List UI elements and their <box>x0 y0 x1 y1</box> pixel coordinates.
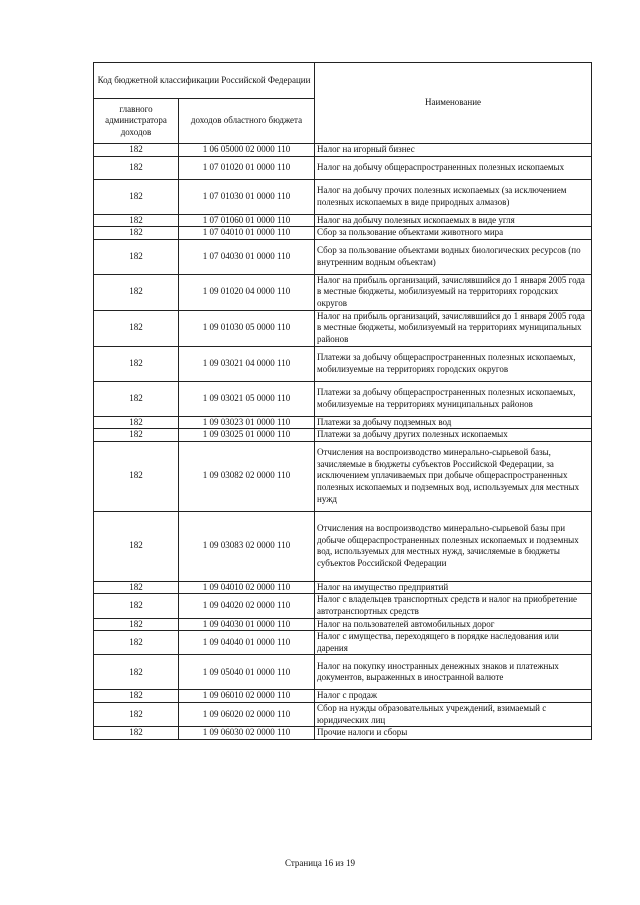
table-row <box>94 511 592 581</box>
budget-classification-table <box>93 62 592 740</box>
table-row <box>94 214 592 227</box>
name-cell: Налог на добычу прочих полезных ископаемых (за исключением полезных ископаемых в виде природных алмазов) <box>315 179 592 214</box>
income-code-cell: 1 09 06030 02 0000 110 <box>179 727 315 740</box>
header-name: Наименование <box>315 63 592 144</box>
income-code-cell: 1 07 04010 01 0000 110 <box>179 227 315 240</box>
income-code-cell: 1 09 06010 02 0000 110 <box>179 690 315 703</box>
name-cell: Прочие налоги и сборы <box>315 727 592 740</box>
table-row <box>94 346 592 381</box>
name-cell: Налог на прибыль организаций, зачислявшийся до 1 января 2005 года в местные бюджеты, мобилизуемый на территориях городских округов <box>315 274 592 310</box>
page-footer: Страница 16 из 19 <box>285 858 355 868</box>
income-code-cell: 1 09 03021 05 0000 110 <box>179 381 315 416</box>
table-row <box>94 631 592 655</box>
table-row <box>94 156 592 179</box>
admin-code-cell: 182 <box>94 179 179 214</box>
name-cell: Налог на имущество предприятий <box>315 581 592 594</box>
income-code-cell: 1 09 04030 01 0000 110 <box>179 618 315 631</box>
admin-code-cell: 182 <box>94 690 179 703</box>
name-cell: Налог на пользователей автомобильных дорог <box>315 618 592 631</box>
table-row <box>94 381 592 416</box>
admin-code-cell: 182 <box>94 274 179 310</box>
table-row <box>94 429 592 442</box>
table-row <box>94 618 592 631</box>
table-row <box>94 144 592 157</box>
name-cell: Налог с владельцев транспортных средств и налог на приобретение автотранспортных средств <box>315 594 592 618</box>
name-cell: Платежи за добычу подземных вод <box>315 416 592 429</box>
income-code-cell: 1 09 03082 02 0000 110 <box>179 441 315 511</box>
admin-code-cell: 182 <box>94 156 179 179</box>
table-row <box>94 702 592 726</box>
header-income: доходов областного бюджета <box>179 99 315 144</box>
income-code-cell: 1 06 05000 02 0000 110 <box>179 144 315 157</box>
admin-code-cell: 182 <box>94 227 179 240</box>
table-row <box>94 239 592 274</box>
name-cell: Платежи за добычу других полезных ископаемых <box>315 429 592 442</box>
income-code-cell: 1 07 04030 01 0000 110 <box>179 239 315 274</box>
income-code-cell: 1 09 03023 01 0000 110 <box>179 416 315 429</box>
admin-code-cell: 182 <box>94 594 179 618</box>
name-cell: Налог на игорный бизнес <box>315 144 592 157</box>
income-code-cell: 1 09 03021 04 0000 110 <box>179 346 315 381</box>
name-cell: Налог на добычу общераспространенных полезных ископаемых <box>315 156 592 179</box>
income-code-cell: 1 07 01020 01 0000 110 <box>179 156 315 179</box>
name-cell: Сбор за пользование объектами животного мира <box>315 227 592 240</box>
income-code-cell: 1 07 01060 01 0000 110 <box>179 214 315 227</box>
admin-code-cell: 182 <box>94 702 179 726</box>
name-cell: Налог на добычу полезных ископаемых в виде угля <box>315 214 592 227</box>
name-cell: Отчисления на воспроизводство минерально-сырьевой базы, зачисляемые в бюджеты субъектов Российской Федерации, за исключением уплачиваемых при добыче общераспространенных полезных ископаемых и подземных вод, используемых для местных нужд <box>315 441 592 511</box>
admin-code-cell: 182 <box>94 416 179 429</box>
admin-code-cell: 182 <box>94 618 179 631</box>
admin-code-cell: 182 <box>94 581 179 594</box>
income-code-cell: 1 09 03083 02 0000 110 <box>179 511 315 581</box>
header-admin: главного администратора доходов <box>94 99 179 144</box>
income-code-cell: 1 09 03025 01 0000 110 <box>179 429 315 442</box>
name-cell: Налог с продаж <box>315 690 592 703</box>
income-code-cell: 1 09 04010 02 0000 110 <box>179 581 315 594</box>
admin-code-cell: 182 <box>94 429 179 442</box>
admin-code-cell: 182 <box>94 214 179 227</box>
table-row <box>94 227 592 240</box>
name-cell: Налог с имущества, переходящего в порядке наследования или дарения <box>315 631 592 655</box>
income-code-cell: 1 09 01020 04 0000 110 <box>179 274 315 310</box>
admin-code-cell: 182 <box>94 310 179 346</box>
name-cell: Налог на покупку иностранных денежных знаков и платежных документов, выраженных в иностранной валюте <box>315 655 592 690</box>
admin-code-cell: 182 <box>94 727 179 740</box>
table-row <box>94 690 592 703</box>
income-code-cell: 1 09 04020 02 0000 110 <box>179 594 315 618</box>
table-row <box>94 179 592 214</box>
table-row <box>94 594 592 618</box>
table-row <box>94 581 592 594</box>
table-row <box>94 310 592 346</box>
admin-code-cell: 182 <box>94 441 179 511</box>
income-code-cell: 1 09 01030 05 0000 110 <box>179 310 315 346</box>
income-code-cell: 1 09 04040 01 0000 110 <box>179 631 315 655</box>
admin-code-cell: 182 <box>94 381 179 416</box>
income-code-cell: 1 07 01030 01 0000 110 <box>179 179 315 214</box>
admin-code-cell: 182 <box>94 239 179 274</box>
admin-code-cell: 182 <box>94 346 179 381</box>
name-cell: Отчисления на воспроизводство минерально-сырьевой базы при добыче общераспространенных полезных ископаемых и подземных вод, используемых для местных нужд, зачисляемые в бюджеты субъектов Российской Федерации <box>315 511 592 581</box>
table-row <box>94 274 592 310</box>
name-cell: Платежи за добычу общераспространенных полезных ископаемых, мобилизуемые на территориях городских округов <box>315 346 592 381</box>
name-cell: Налог на прибыль организаций, зачислявшийся до 1 января 2005 года в местные бюджеты, мобилизуемый на территориях муниципальных районов <box>315 310 592 346</box>
admin-code-cell: 182 <box>94 144 179 157</box>
income-code-cell: 1 09 05040 01 0000 110 <box>179 655 315 690</box>
table-row <box>94 727 592 740</box>
table-row <box>94 655 592 690</box>
admin-code-cell: 182 <box>94 511 179 581</box>
table-row <box>94 416 592 429</box>
name-cell: Платежи за добычу общераспространенных полезных ископаемых, мобилизуемые на территориях муниципальных районов <box>315 381 592 416</box>
table-row <box>94 441 592 511</box>
name-cell: Сбор за пользование объектами водных биологических ресурсов (по внутренним водным объектам) <box>315 239 592 274</box>
admin-code-cell: 182 <box>94 655 179 690</box>
admin-code-cell: 182 <box>94 631 179 655</box>
name-cell: Сбор на нужды образовательных учреждений, взимаемый с юридических лиц <box>315 702 592 726</box>
header-group-title: Код бюджетной классификации Российской Федерации <box>94 63 315 99</box>
income-code-cell: 1 09 06020 02 0000 110 <box>179 702 315 726</box>
